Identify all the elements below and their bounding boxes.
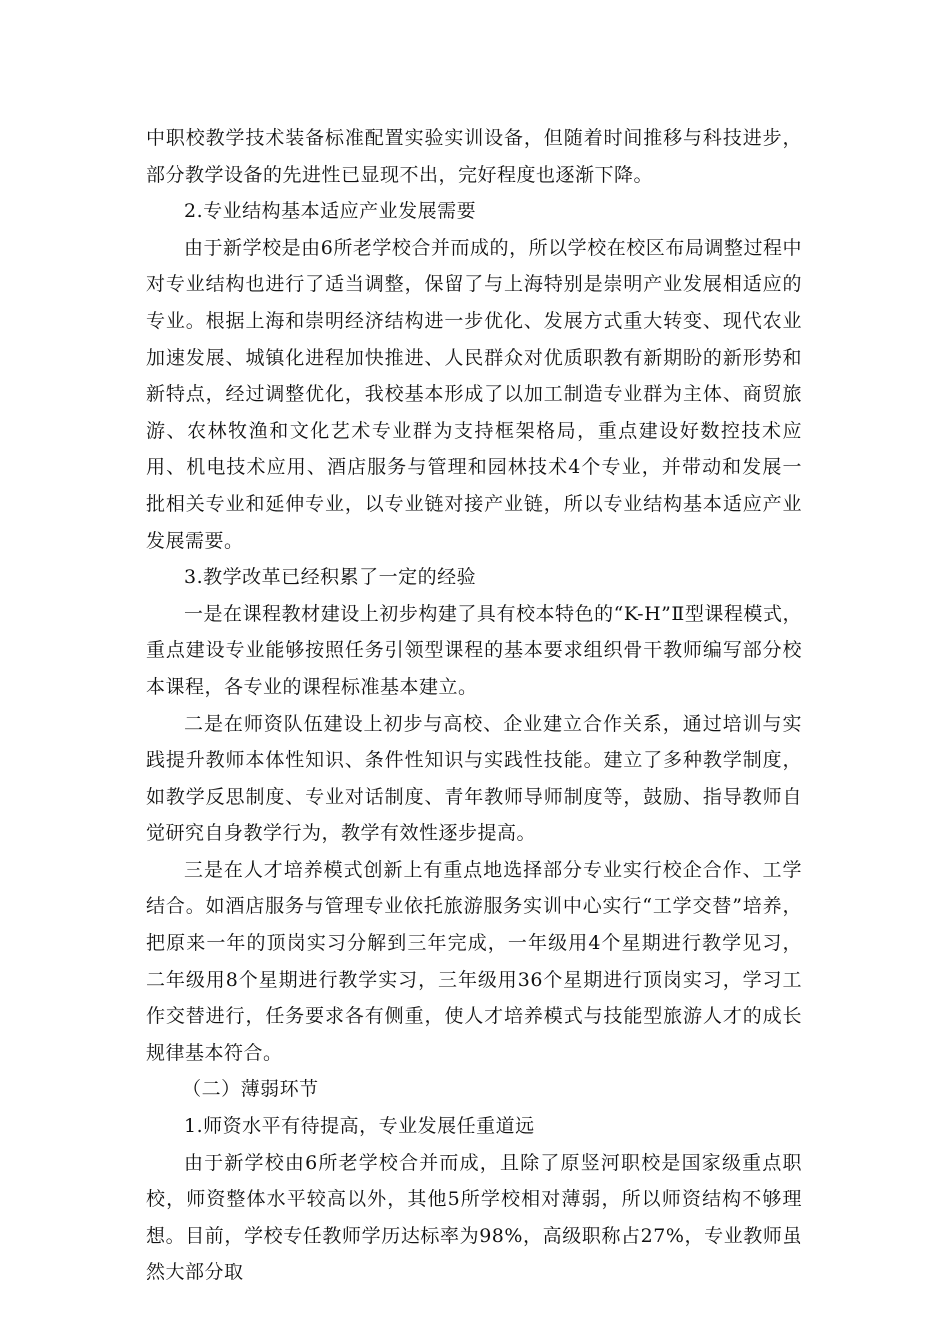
heading-specialty-structure: 2.专业结构基本适应产业发展需要 xyxy=(184,200,477,223)
heading-teacher-level: 1.师资水平有待提高，专业发展任重道远 xyxy=(184,1115,535,1138)
section-heading-weak-links: （二）薄弱环节 xyxy=(182,1078,319,1101)
paragraph-equipment-continued: 中职校教学技术装备标准配置实验实训设备，但随着时间推移与科技进步，部分教学设备的先进性已显现不出，完好程度也逐渐下降。 xyxy=(146,127,802,186)
document-page xyxy=(146,120,802,1291)
paragraph-teacher-level: 由于新学校由6所老学校合并而成，且除了原竖河职校是国家级重点职校，师资整体水平较高以外，其他5所学校相对薄弱，所以师资结构不够理想。目前，学校专任教师学历达标率为98%，高级职称占27%，专业教师虽然大部分取 xyxy=(146,1151,802,1284)
paragraph-training-model: 三是在人才培养模式创新上有重点地选择部分专业实行校企合作、工学结合。如酒店服务与管理专业依托旅游服务实训中心实行“工学交替”培养，把原来一年的顶岗实习分解到三年完成，一年级用4个星期进行教学见习，二年级用8个星期进行教学实习，三年级用36个星期进行顶岗实习，学习工作交替进行，任务要求各有侧重，使人才培养模式与技能型旅游人才的成长规律基本符合。 xyxy=(146,858,802,1064)
paragraph-teacher-team: 二是在师资队伍建设上初步与高校、企业建立合作关系，通过培训与实践提升教师本体性知识、条件性知识与实践性技能。建立了多种教学制度，如教学反思制度、专业对话制度、青年教师导师制度等，鼓励、指导教师自觉研究自身教学行为，教学有效性逐步提高。 xyxy=(146,712,802,845)
heading-teaching-reform: 3.教学改革已经积累了一定的经验 xyxy=(184,566,477,589)
paragraph-curriculum: 一是在课程教材建设上初步构建了具有校本特色的“K-H”Ⅱ型课程模式，重点建设专业能够按照任务引领型课程的基本要求组织骨干教师编写部分校本课程，各专业的课程标准基本建立。 xyxy=(146,602,802,698)
paragraph-specialty-structure: 由于新学校是由6所老学校合并而成的，所以学校在校区布局调整过程中对专业结构也进行了适当调整，保留了与上海特别是崇明产业发展相适应的专业。根据上海和崇明经济结构进一步优化、发展方式重大转变、现代农业加速发展、城镇化进程加快推进、人民群众对优质职教有新期盼的新形势和新特点，经过调整优化，我校基本形成了以加工制造专业群为主体、商贸旅游、农林牧渔和文化艺术专业群为支持框架格局，重点建设好数控技术应用、机电技术应用、酒店服务与管理和园林技术4个专业，并带动和发展一批相关专业和延伸专业，以专业链对接产业链，所以专业结构基本适应产业发展需要。 xyxy=(146,236,802,552)
